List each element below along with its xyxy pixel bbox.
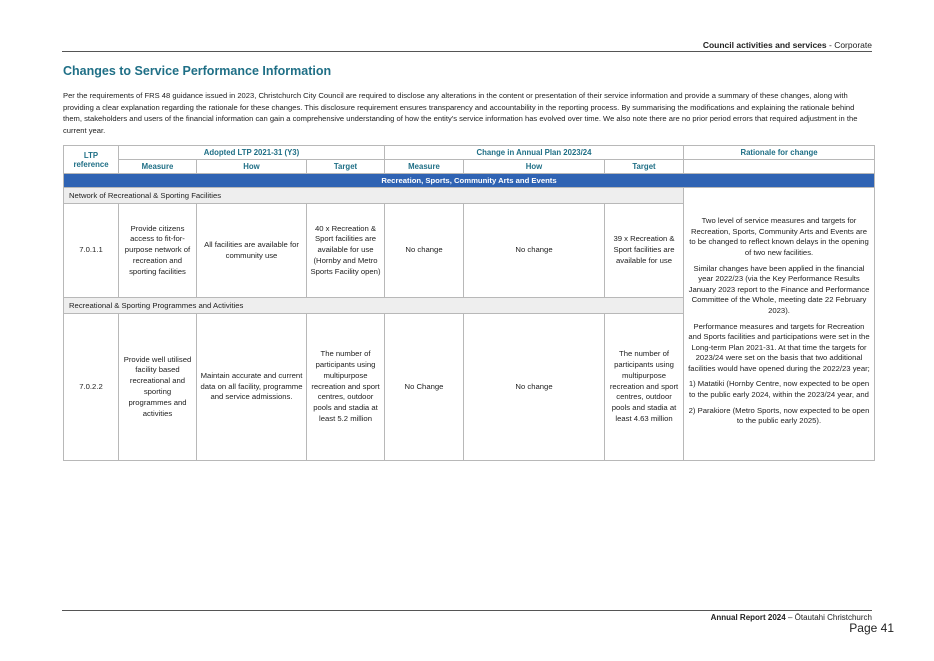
target-header: Target bbox=[307, 160, 385, 174]
new-target-header: Target bbox=[605, 160, 684, 174]
running-footer bbox=[711, 613, 872, 622]
annual-plan-change-header: Change in Annual Plan 2023/24 bbox=[385, 146, 684, 160]
ltp-reference-header: LTP reference bbox=[64, 146, 119, 174]
header-rule bbox=[62, 51, 872, 52]
subgroup-label-programmes: Recreational & Sporting Programmes and Activities bbox=[64, 298, 684, 314]
rationale-subheader-blank bbox=[684, 160, 875, 174]
new-how-cell: No change bbox=[464, 204, 605, 298]
target-cell: The number of participants using multipurpose recreation and sport centres, outdoor pools and stadia at least 5.2 million bbox=[307, 314, 385, 461]
new-target-cell: The number of participants using multipurpose recreation and sport centres, outdoor pools and stadia at least 4.63 million bbox=[605, 314, 684, 461]
new-target-cell: 39 x Recreation & Sport facilities are available for use bbox=[605, 204, 684, 298]
rationale-paragraph: Performance measures and targets for Recreation and Sports facilities and participations were set in the Long-term Plan 2021-31. At that time the targets for 2023/24 were set on the basis that two additional facilities would have opened during the 2022/23 year; bbox=[688, 321, 870, 373]
table-header-row bbox=[64, 146, 875, 160]
running-header bbox=[703, 40, 872, 50]
rationale-paragraph: Two level of service measures and targets for Recreation, Sports, Community Arts and Events are to be changed to reflect known delays in the opening of two new facilities. bbox=[689, 216, 869, 257]
header-separator: - bbox=[826, 40, 835, 50]
header-area: Corporate bbox=[834, 40, 872, 50]
measure-header: Measure bbox=[119, 160, 197, 174]
page-number: Page 41 bbox=[849, 621, 894, 635]
how-cell: Maintain accurate and current data on all facility, programme and service admissions. bbox=[197, 314, 307, 461]
rationale-paragraph: 1) Matatiki (Hornby Centre, now expected to be open to the public early 2024, within the 2023/24 year, and bbox=[688, 379, 870, 400]
adopted-ltp-header: Adopted LTP 2021-31 (Y3) bbox=[119, 146, 385, 160]
measure-cell: Provide citizens access to fit-for-purpose network of recreation and sporting facilities bbox=[119, 204, 197, 298]
new-measure-cell: No change bbox=[385, 204, 464, 298]
rationale-paragraph: Similar changes have been applied in the financial year 2022/23 (via the Key Performance Results January 2023 report to the Finance and Performance Committee of the Whole, meeting date 22 February 2023). bbox=[688, 263, 870, 315]
footer-separator: – bbox=[785, 613, 795, 622]
how-cell: All facilities are available for community use bbox=[197, 204, 307, 298]
footer-rule bbox=[62, 610, 872, 611]
footer-place: Ōtautahi Christchurch bbox=[794, 613, 872, 622]
how-header: How bbox=[197, 160, 307, 174]
ltp-reference: 7.0.2.2 bbox=[64, 314, 119, 461]
page-title: Changes to Service Performance Information bbox=[63, 64, 332, 78]
ltp-reference: 7.0.1.1 bbox=[64, 204, 119, 298]
subgroup-label-facilities: Network of Recreational & Sporting Facilities bbox=[64, 188, 684, 204]
rationale-header: Rationale for change bbox=[684, 146, 875, 160]
rationale-paragraph: 2) Parakiore (Metro Sports, now expected to be open to the public early 2025). bbox=[688, 405, 870, 426]
measure-cell: Provide well utilised facility based recreational and sporting programmes and activities bbox=[119, 314, 197, 461]
group-row bbox=[64, 174, 875, 188]
subgroup-row bbox=[64, 188, 875, 204]
header-section: Council activities and services bbox=[702, 40, 827, 50]
new-how-header: How bbox=[464, 160, 605, 174]
performance-change-table bbox=[63, 145, 875, 461]
new-measure-cell: No Change bbox=[385, 314, 464, 461]
new-measure-header: Measure bbox=[385, 160, 464, 174]
footer-report: Annual Report 2024 bbox=[710, 613, 786, 622]
new-how-cell: No change bbox=[464, 314, 605, 461]
table-subheader-row bbox=[64, 160, 875, 174]
group-label: Recreation, Sports, Community Arts and Events bbox=[64, 174, 875, 188]
target-cell: 40 x Recreation & Sport facilities are available for use (Hornby and Metro Sports Facility open) bbox=[307, 204, 385, 298]
rationale-cell bbox=[684, 188, 875, 461]
intro-paragraph: Per the requirements of FRS 48 guidance issued in 2023, Christchurch City Council are required to disclose any alterations in the content or presentation of their service information and provide a summary of these changes, along with providing a clear explanation regarding the rationale for these changes. This disclosure requirement ensures transparency and accountability in the reporting process. By summarising the modifications and explaining the rationale behind them, stakeholders and users of the financial information can gain a comprehensive understanding of how the entity's service information has evolved over time. We also note there are no prior period errors that required adjustment in the current year. bbox=[63, 91, 858, 135]
